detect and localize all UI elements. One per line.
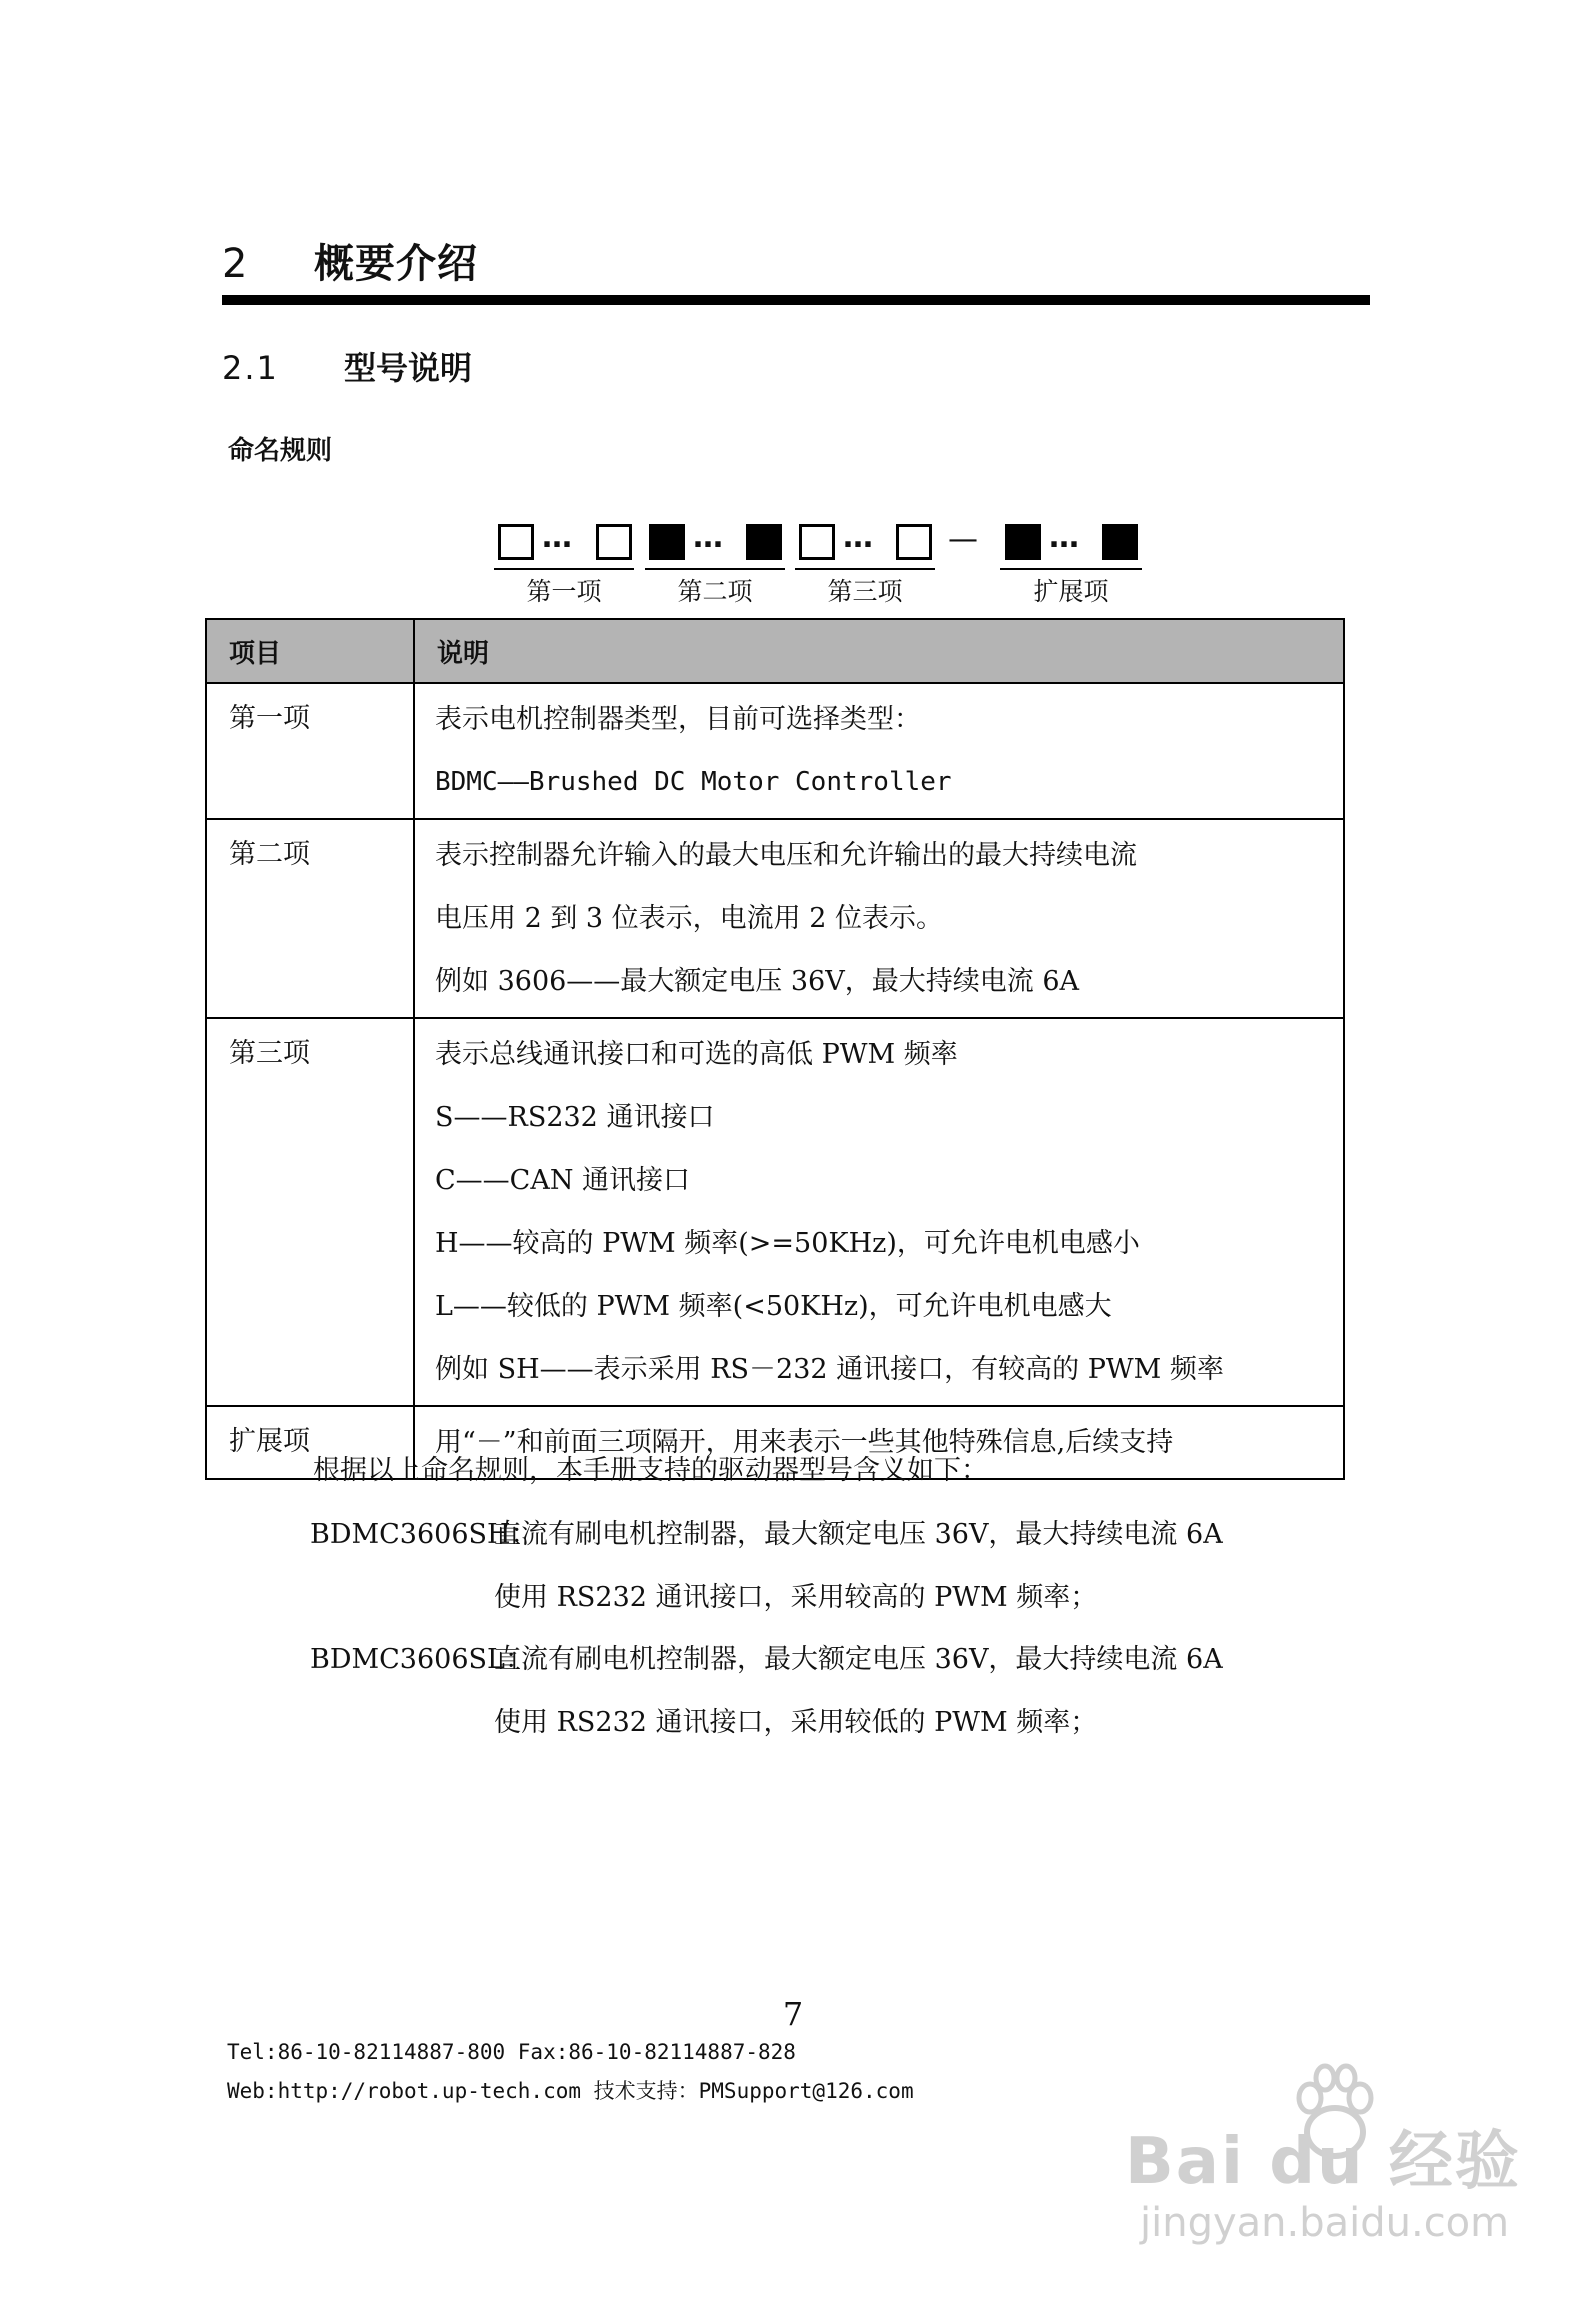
dash-separator: —: [948, 522, 978, 557]
desc-line: 表示电机控制器类型，目前可选择类型：: [435, 704, 921, 735]
group-underline: [1000, 568, 1142, 570]
subsection-title: 型号说明: [344, 349, 473, 387]
model-label: BDMC3606SH：: [310, 1519, 538, 1550]
group-label-4: 扩展项: [1033, 577, 1109, 606]
desc-line: 电压用 2 到 3 位表示，电流用 2 位表示。: [435, 903, 944, 934]
models-intro: 根据以上命名规则，本手册支持的驱动器型号含义如下：: [313, 1455, 988, 1486]
section-heading: [222, 232, 478, 289]
heading-rule: [222, 295, 1370, 305]
group-label-2: 第二项: [677, 577, 753, 606]
desc-line: C——CAN 通讯接口: [435, 1165, 691, 1196]
model-desc-line: 使用 RS232 通讯接口，采用较高的 PWM 频率；: [494, 1582, 1098, 1613]
page-number: 7: [782, 1995, 804, 2033]
watermark-url: jingyan.baidu.com: [1140, 2200, 1510, 2246]
desc-line: 例如 SH——表示采用 RS－232 通讯接口，有较高的 PWM 频率: [435, 1354, 1224, 1385]
empty-box: [596, 524, 632, 560]
table-row: [206, 683, 1344, 819]
filled-box: [649, 524, 685, 560]
model-desc-line: 使用 RS232 通讯接口，采用较低的 PWM 频率；: [494, 1707, 1098, 1738]
model-label: BDMC3606SL：: [310, 1644, 532, 1675]
ellipsis: …: [693, 520, 723, 555]
desc-line: 例如 3606——最大额定电压 36V，最大持续电流 6A: [435, 966, 1079, 997]
row-item: 扩展项: [206, 1406, 414, 1479]
row-item: 第三项: [206, 1018, 414, 1406]
footer-web: Web:http://robot.up-tech.com 技术支持：PMSupport@126.com: [227, 2079, 914, 2103]
table-row: [206, 819, 1344, 1018]
desc-line: S——RS232 通讯接口: [435, 1102, 715, 1133]
row-item: 第一项: [206, 683, 414, 819]
desc-line: L——较低的 PWM 频率(<50KHz)，可允许电机电感大: [435, 1291, 1112, 1322]
ellipsis: …: [843, 520, 873, 555]
model-desc-line: 直流有刷电机控制器，最大额定电压 36V，最大持续电流 6A: [494, 1519, 1223, 1550]
ellipsis: …: [542, 520, 572, 555]
desc-line: 表示总线通讯接口和可选的高低 PWM 频率: [435, 1039, 958, 1070]
group-underline: [494, 568, 634, 570]
table-row: [206, 1018, 1344, 1406]
naming-rule-heading: 命名规则: [228, 436, 333, 466]
header-description: 说明: [414, 619, 1344, 683]
empty-box: [498, 524, 534, 560]
empty-box: [896, 524, 932, 560]
model-desc-line: 直流有刷电机控制器，最大额定电压 36V，最大持续电流 6A: [494, 1644, 1223, 1675]
subsection-heading: [222, 343, 472, 389]
section-title: 概要介绍: [314, 241, 478, 287]
row-description: [414, 683, 1344, 819]
subsection-number: 2.1: [222, 349, 279, 387]
desc-line: H——较高的 PWM 频率(>=50KHz)，可允许电机电感小: [435, 1228, 1140, 1259]
header-item: 项目: [206, 619, 414, 683]
ellipsis: …: [1049, 520, 1079, 555]
naming-table: [205, 618, 1345, 1480]
group-underline: [645, 568, 785, 570]
filled-box: [746, 524, 782, 560]
watermark-brand: Bai du 经验: [1125, 2125, 1521, 2199]
table-header-row: [206, 619, 1344, 683]
row-item: 第二项: [206, 819, 414, 1018]
empty-box: [799, 524, 835, 560]
desc-line: 表示控制器允许输入的最大电压和允许输出的最大持续电流: [435, 840, 1137, 871]
row-description: [414, 819, 1344, 1018]
footer-contact: Tel:86-10-82114887-800 Fax:86-10-82114887-828: [227, 2040, 796, 2064]
desc-line: 用“－”和前面三项隔开，用来表示一些其他特殊信息,后续支持: [435, 1427, 1174, 1458]
desc-line: BDMC——Brushed DC Motor Controller: [435, 767, 952, 797]
filled-box: [1005, 524, 1041, 560]
filled-box: [1102, 524, 1138, 560]
group-label-1: 第一项: [526, 577, 602, 606]
group-label-3: 第三项: [827, 577, 903, 606]
group-underline: [795, 568, 935, 570]
row-description: [414, 1018, 1344, 1406]
section-number: 2: [222, 241, 249, 287]
